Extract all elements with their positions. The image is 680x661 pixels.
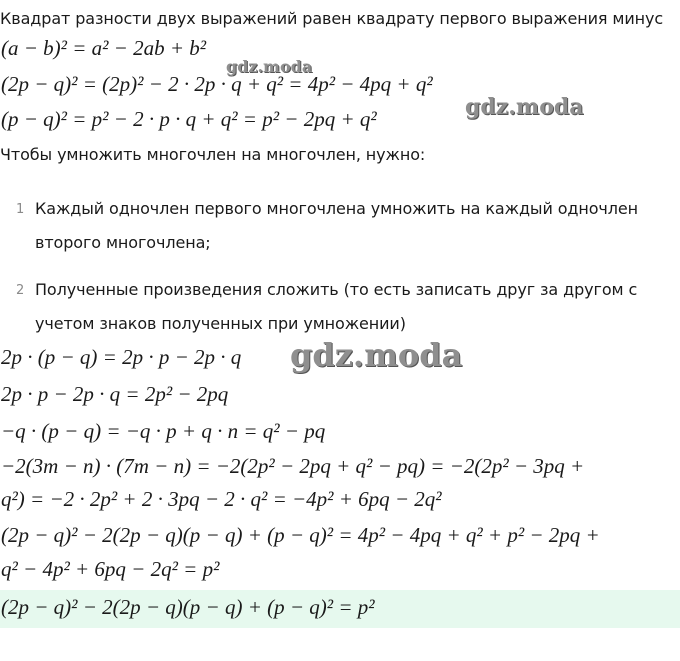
intro-text: Квадрат разности двух выражений равен квадрату первого выражения минус	[0, 9, 664, 28]
formula-line: q²) = −2 · 2p² + 2 · 3pq − 2 · q² = −4p² + 6pq − 2q²	[1, 487, 442, 511]
watermark-logo: gdz.moda	[290, 336, 463, 374]
formula-line: (2p − q)² = (2p)² − 2 · 2p · q + q² = 4p² − 4pq + q²	[1, 72, 433, 96]
list-number: 2	[16, 283, 25, 298]
formula-line: (p − q)² = p² − 2 · p · q + q² = p² − 2pq + q²	[1, 107, 377, 131]
list-item-text: Каждый одночлен первого многочлена умножить на каждый одночлен	[35, 199, 639, 218]
formula-line: 2p · p − 2p · q = 2p² − 2pq	[1, 382, 229, 406]
formula-line: (2p − q)² − 2(2p − q)(p − q) + (p − q)² = 4p² − 4pq + q² + p² − 2pq +	[1, 523, 600, 547]
rule-title: Чтобы умножить многочлен на многочлен, нужно:	[0, 145, 426, 164]
list-item-text: второго многочлена;	[35, 233, 211, 252]
watermark-logo: gdz.moda	[226, 57, 313, 76]
formula-line: (a − b)² = a² − 2ab + b²	[1, 36, 207, 60]
formula-line: q² − 4p² + 6pq − 2q² = p²	[1, 557, 220, 581]
formula-line: −2(3m − n) · (7m − n) = −2(2p² − 2pq + q² − pq) = −2(2p² − 3pq +	[1, 454, 585, 478]
list-item-text: учетом знаков полученных при умножении)	[35, 314, 406, 333]
list-item-text: Полученные произведения сложить (то есть записать друг за другом с	[35, 280, 638, 299]
formula-line: −q · (p − q) = −q · p + q · n = q² − pq	[1, 419, 326, 443]
list-number: 1	[16, 202, 25, 217]
watermark-logo: gdz.moda	[465, 94, 584, 120]
formula-line: 2p · (p − q) = 2p · p − 2p · q	[1, 345, 242, 369]
answer-formula: (2p − q)² − 2(2p − q)(p − q) + (p − q)² = p²	[1, 595, 375, 619]
